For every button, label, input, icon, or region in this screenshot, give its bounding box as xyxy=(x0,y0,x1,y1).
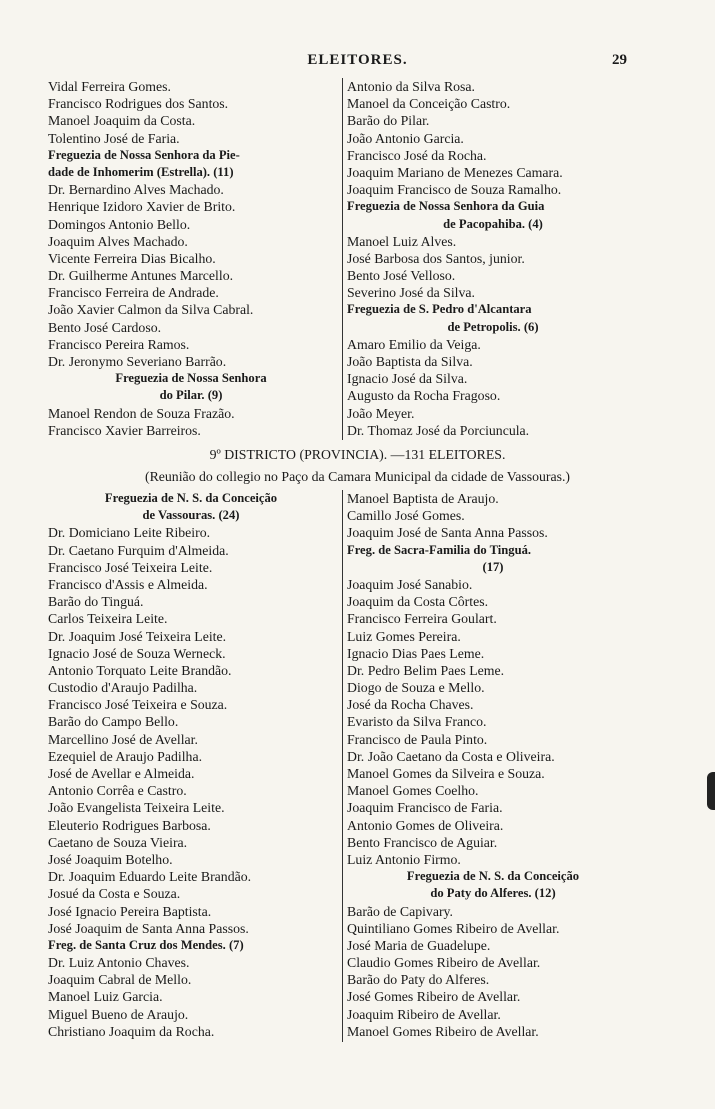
elector-name: Dr. Jeronymo Severiano Barrão. xyxy=(48,354,227,369)
page-edge-mark xyxy=(707,772,715,810)
elector-name: Domingos Antonio Bello. xyxy=(48,216,191,232)
elector-name: Bento Francisco de Aguiar. xyxy=(347,834,498,850)
elector-name: Ignacio Dias Paes Leme. xyxy=(347,645,485,661)
elector-name: José Gomes Ribeiro de Avellar. xyxy=(347,989,521,1005)
elector-name: Barão do Campo Bello. xyxy=(48,714,179,730)
elector-name: Amaro Emilio da Veiga. xyxy=(347,336,481,352)
elector-name: Miguel Bueno de Araujo. xyxy=(48,1006,189,1022)
elector-name: Francisco de Paula Pinto. xyxy=(347,731,488,747)
elector-name: Joaquim José de Santa Anna Passos. xyxy=(347,525,548,541)
elector-name: Barão do Paty do Alferes. xyxy=(347,972,490,988)
elector-name: Manoel da Conceição Castro. xyxy=(347,96,511,112)
elector-name: Carlos Teixeira Leite. xyxy=(48,611,168,627)
elector-name: Dr. Guilherme Antunes Marcello. xyxy=(48,268,234,284)
elector-name: Manoel Luiz Garcia. xyxy=(48,989,163,1005)
elector-name: Joaquim Francisco de Faria. xyxy=(347,800,503,816)
top-right-column xyxy=(342,78,639,440)
elector-name: João Evangelista Teixeira Leite. xyxy=(48,800,225,816)
elector-name: José Maria de Guadelupe. xyxy=(347,937,491,953)
elector-name: Joaquim Cabral de Mello. xyxy=(48,972,192,988)
elector-name: José Joaquim de Santa Anna Passos. xyxy=(48,920,249,936)
elector-name: Camillo José Gomes. xyxy=(347,508,465,524)
elector-name: Quintiliano Gomes Ribeiro de Avellar. xyxy=(347,920,560,936)
elector-name: João Antonio Garcia. xyxy=(347,130,464,146)
elector-name: Antonio Corrêa e Castro. xyxy=(48,783,187,799)
parish-heading: do Pilar. (9) xyxy=(159,388,223,403)
parish-heading: Freg. de Santa Cruz dos Mendes. (7) xyxy=(48,937,244,952)
elector-name: Bento José Cardoso. xyxy=(48,319,162,335)
elector-name: Christiano Joaquim da Rocha. xyxy=(48,1023,215,1039)
elector-name: Dr. Joaquim José Teixeira Leite. xyxy=(48,628,227,644)
parish-heading: Freguezia de Nossa Senhora xyxy=(115,371,267,386)
elector-name: Francisco Ferreira de Andrade. xyxy=(48,285,219,301)
elector-name: Francisco José Teixeira e Souza. xyxy=(48,697,228,713)
elector-name: Francisco José da Rocha. xyxy=(347,147,487,163)
elector-name: Joaquim Alves Machado. xyxy=(48,233,188,249)
elector-name: José de Avellar e Almeida. xyxy=(48,766,195,781)
elector-name: João Baptista da Silva. xyxy=(347,354,473,369)
parish-heading: de Pacopahiba. (4) xyxy=(443,216,543,231)
elector-name: Manoel Rendon de Souza Frazão. xyxy=(48,405,235,421)
elector-name: Caetano de Souza Vieira. xyxy=(48,834,188,850)
elector-name: Barão do Tinguá. xyxy=(48,594,144,610)
top-left-column xyxy=(48,78,334,440)
elector-name: Francisco d'Assis e Almeida. xyxy=(48,576,208,592)
parish-heading: Freguezia de S. Pedro d'Alcantara xyxy=(347,302,532,317)
elector-name: Manoel Gomes Ribeiro de Avellar. xyxy=(347,1023,539,1039)
elector-name: Joaquim Francisco de Souza Ramalho. xyxy=(347,182,562,198)
elector-name: Francisco Rodrigues dos Santos. xyxy=(48,96,229,112)
elector-name: Dr. Domiciano Leite Ribeiro. xyxy=(48,525,211,541)
parish-heading: Freguezia de N. S. da Conceição xyxy=(104,491,278,505)
elector-name: Henrique Izidoro Xavier de Brito. xyxy=(48,199,236,215)
elector-name: Joaquim José Sanabio. xyxy=(347,576,473,592)
elector-name: João Meyer. xyxy=(347,405,415,421)
parish-heading: Freg. de Sacra-Familia do Tinguá. xyxy=(347,542,532,557)
elector-name: Antonio Torquato Leite Brandão. xyxy=(48,662,232,678)
elector-name: José Ignacio Pereira Baptista. xyxy=(48,903,212,919)
elector-name: Francisco Ferreira Goulart. xyxy=(347,611,497,627)
parish-heading: de Petropolis. (6) xyxy=(447,319,539,334)
elector-name: Joaquim Mariano de Menezes Camara. xyxy=(347,164,563,180)
elector-name: Ignacio José da Silva. xyxy=(347,371,468,387)
parish-heading: Freguezia de Nossa Senhora da Pie- xyxy=(48,147,240,162)
elector-name: Dr. João Caetano da Costa e Oliveira. xyxy=(347,748,555,764)
elector-name: Evaristo da Silva Franco. xyxy=(347,714,487,730)
elector-name: Dr. Pedro Belim Paes Leme. xyxy=(347,662,505,678)
elector-name: Diogo de Souza e Mello. xyxy=(347,680,485,696)
elector-name: José Joaquim Botelho. xyxy=(48,851,173,867)
bottom-right-column xyxy=(342,490,639,1042)
elector-name: Ezequiel de Araujo Padilha. xyxy=(48,748,203,764)
elector-name: Antonio Gomes de Oliveira. xyxy=(347,817,504,833)
parish-heading: do Paty do Alferes. (12) xyxy=(430,886,556,901)
elector-name: Dr. Joaquim Eduardo Leite Brandão. xyxy=(48,869,252,885)
elector-name: José da Rocha Chaves. xyxy=(347,697,474,713)
elector-name: Josué da Costa e Souza. xyxy=(48,886,181,902)
elector-name: Augusto da Rocha Fragoso. xyxy=(347,388,501,404)
elector-name: Barão do Pilar. xyxy=(347,113,430,129)
parish-heading: de Vassouras. (24) xyxy=(142,508,240,523)
elector-name: Dr. Luiz Antonio Chaves. xyxy=(48,955,190,971)
elector-name: Luiz Antonio Firmo. xyxy=(347,851,461,867)
elector-name: Manoel Gomes Coelho. xyxy=(347,783,479,799)
elector-name: José Barbosa dos Santos, junior. xyxy=(347,250,525,266)
elector-name: Dr. Caetano Furquim d'Almeida. xyxy=(48,542,229,558)
elector-name: Manoel Gomes da Silveira e Souza. xyxy=(347,766,545,781)
elector-name: Ignacio José de Souza Werneck. xyxy=(48,645,226,661)
parish-heading: (17) xyxy=(482,559,504,574)
elector-name: Francisco José Teixeira Leite. xyxy=(48,559,213,575)
page-title: ELEITORES. xyxy=(307,52,408,68)
elector-name: Luiz Gomes Pereira. xyxy=(347,628,461,644)
elector-name: Tolentino José de Faria. xyxy=(48,130,180,146)
elector-name: Marcellino José de Avellar. xyxy=(48,731,198,747)
district-heading: 9º DISTRICTO (PROVINCIA). —131 ELEITORES. xyxy=(209,447,506,462)
elector-name: Dr. Thomaz José da Porciuncula. xyxy=(347,422,530,438)
parish-heading: dade de Inhomerim (Estrella). (11) xyxy=(48,164,234,179)
elector-name: Manoel Joaquim da Costa. xyxy=(48,113,196,129)
elector-name: Custodio d'Araujo Padilha. xyxy=(48,680,198,696)
elector-name: Francisco Pereira Ramos. xyxy=(48,336,190,352)
page-header xyxy=(0,52,715,74)
district-subheading: (Reunião do collegio no Paço da Camara Municipal da cidade de Vassouras.) xyxy=(144,469,571,484)
elector-name: Vicente Ferreira Dias Bicalho. xyxy=(48,250,216,266)
parish-heading: Freguezia de N. S. da Conceição xyxy=(406,869,580,884)
elector-name: Bento José Velloso. xyxy=(347,268,456,284)
elector-name: Vidal Ferreira Gomes. xyxy=(48,79,171,94)
elector-name: Barão de Capivary. xyxy=(347,903,453,919)
page-number: 29 xyxy=(612,52,627,68)
bottom-left-column xyxy=(48,490,334,1042)
elector-name: João Xavier Calmon da Silva Cabral. xyxy=(48,302,254,318)
elector-name: Manoel Luiz Alves. xyxy=(347,233,457,249)
parish-heading: Freguezia de Nossa Senhora da Guia xyxy=(347,199,545,214)
elector-name: Claudio Gomes Ribeiro de Avellar. xyxy=(347,955,541,971)
elector-name: Antonio da Silva Rosa. xyxy=(347,79,475,94)
elector-name: Manoel Baptista de Araujo. xyxy=(347,491,499,506)
elector-name: Joaquim da Costa Côrtes. xyxy=(347,594,489,610)
elector-name: Joaquim Ribeiro de Avellar. xyxy=(347,1006,501,1022)
elector-name: Eleuterio Rodrigues Barbosa. xyxy=(48,817,211,833)
elector-name: Dr. Bernardino Alves Machado. xyxy=(48,182,224,198)
elector-name: Severino José da Silva. xyxy=(347,285,475,301)
elector-name: Francisco Xavier Barreiros. xyxy=(48,422,201,438)
